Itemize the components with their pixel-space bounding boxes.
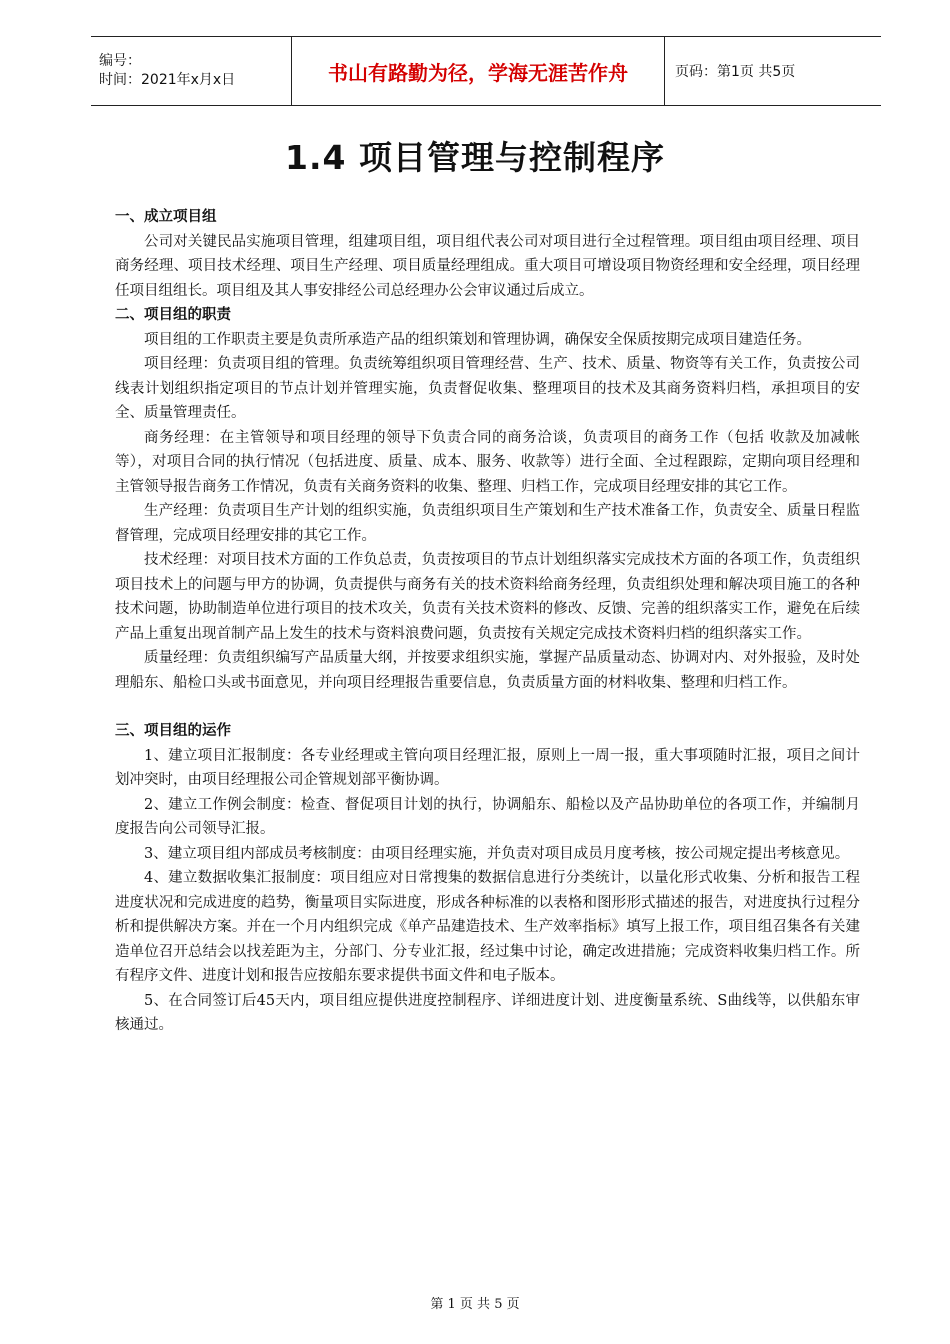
section-establish-team <box>115 205 860 303</box>
section-spacer <box>115 695 860 719</box>
header-motto: 书山有路勤为径，学海无涯苦作舟 <box>292 37 665 105</box>
paragraph: 项目组的工作职责主要是负责所承造产品的组织策划和管理协调，确保安全保质按期完成项目建造任务。 <box>144 331 811 348</box>
header-page-number: 页码：第1页 共5页 <box>675 64 796 80</box>
section-team-duties <box>115 303 860 695</box>
paragraph: 公司对关键民品实施项目管理，组建项目组，项目组代表公司对项目进行全过程管理。项目组由项目经理、项目商务经理、项目技术经理、项目生产经理、项目质量经理组成。重大项目可增设项目物资经理和安全经理，项目经理任项目组组长。项目组及其人事安排经公司总经理办公会审议通过后成立。 <box>115 233 860 299</box>
paragraph: 5、在合同签订后45天内，项目组应提供进度控制程序、详细进度计划、进度衡量系统、S曲线等，以供船东审核通过。 <box>115 992 860 1033</box>
document-number-label: 编号： <box>99 53 141 69</box>
section-heading: 三、项目组的运作 <box>115 723 231 739</box>
document-body <box>115 205 860 1038</box>
paragraph: 技术经理：对项目技术方面的工作负总责，负责按项目的节点计划组织落实完成技术方面的各项工作，负责组织项目技术上的问题与甲方的协调，负责提供与商务有关的技术资料给商务经理，负责组织处理和解决项目施工的各种技术问题，协助制造单位进行项目的技术攻关，负责有关技术资料的修改、反馈、完善的组织落实工作，避免在后续产品上重复出现首制产品上发生的技术与资料浪费问题，负责按有关规定完成技术资料归档的组织落实工作。 <box>115 552 860 642</box>
section-heading: 二、项目组的职责 <box>115 307 231 323</box>
section-team-operation <box>115 719 860 1038</box>
document-title: 1.4 项目管理与控制程序 <box>285 138 665 177</box>
paragraph: 商务经理：在主管领导和项目经理的领导下负责合同的商务洽谈，负责项目的商务工作（包括 收款及加减帐等），对项目合同的执行情况（包括进度、质量、成本、服务、收款等）进行全面、全过程跟踪，定期向项目经理和主管领导报告商务工作情况，负责有关商务资料的收集、整理、归档工作，完成项目经理安排的其它工作。 <box>115 429 860 495</box>
paragraph: 3、建立项目组内部成员考核制度：由项目经理实施，并负责对项目成员月度考核，按公司规定提出考核意见。 <box>144 845 850 862</box>
section-heading: 一、成立项目组 <box>115 209 217 225</box>
paragraph: 4、建立数据收集汇报制度：项目组应对日常搜集的数据信息进行分类统计，以量化形式收集、分析和报告工程进度状况和完成进度的趋势，衡量项目实际进度，形成各种标准的以表格和图形形式描述的报告，对进度执行过程分析和提供解决方案。并在一个月内组织完成《单产品建造技术、生产效率指标》填写上报工作，项目组召集各有关建造单位召开总结会以找差距为主，分部门、分专业汇报，经过集中讨论，确定改进措施；完成资料收集归档工作。所有程序文件、进度计划和报告应按船东要求提供书面文件和电子版本。 <box>115 870 860 984</box>
document-time-label: 时间：2021年x月x日 <box>99 72 236 88</box>
header-meta <box>91 37 292 105</box>
paragraph: 项目经理：负责项目组的管理。负责统筹组织项目管理经营、生产、技术、质量、物资等有关工作，负责按公司线表计划组织指定项目的节点计划并管理实施，负责督促收集、整理项目的技术及其商务资料归档，承担项目的安全、质量管理责任。 <box>115 356 860 421</box>
page-footer: 第 1 页 共 5 页 <box>430 1297 520 1312</box>
paragraph: 生产经理：负责项目生产计划的组织实施，负责组织项目生产策划和生产技术准备工作，负责安全、质量日程监督管理，完成项目经理安排的其它工作。 <box>115 503 860 544</box>
paragraph: 质量经理：负责组织编写产品质量大纲，并按要求组织实施，掌握产品质量动态、协调对内、对外报验，及时处理船东、船检口头或书面意见，并向项目经理报告重要信息，负责质量方面的材料收集、整理和归档工作。 <box>115 650 860 691</box>
page-header <box>91 36 881 106</box>
paragraph: 2、建立工作例会制度：检查、督促项目计划的执行，协调船东、船检以及产品协助单位的各项工作，并编制月度报告向公司领导汇报。 <box>115 796 860 837</box>
paragraph: 1、建立项目汇报制度：各专业经理或主管向项目经理汇报，原则上一周一报，重大事项随时汇报，项目之间计划冲突时，由项目经理报公司企管规划部平衡协调。 <box>115 747 860 788</box>
